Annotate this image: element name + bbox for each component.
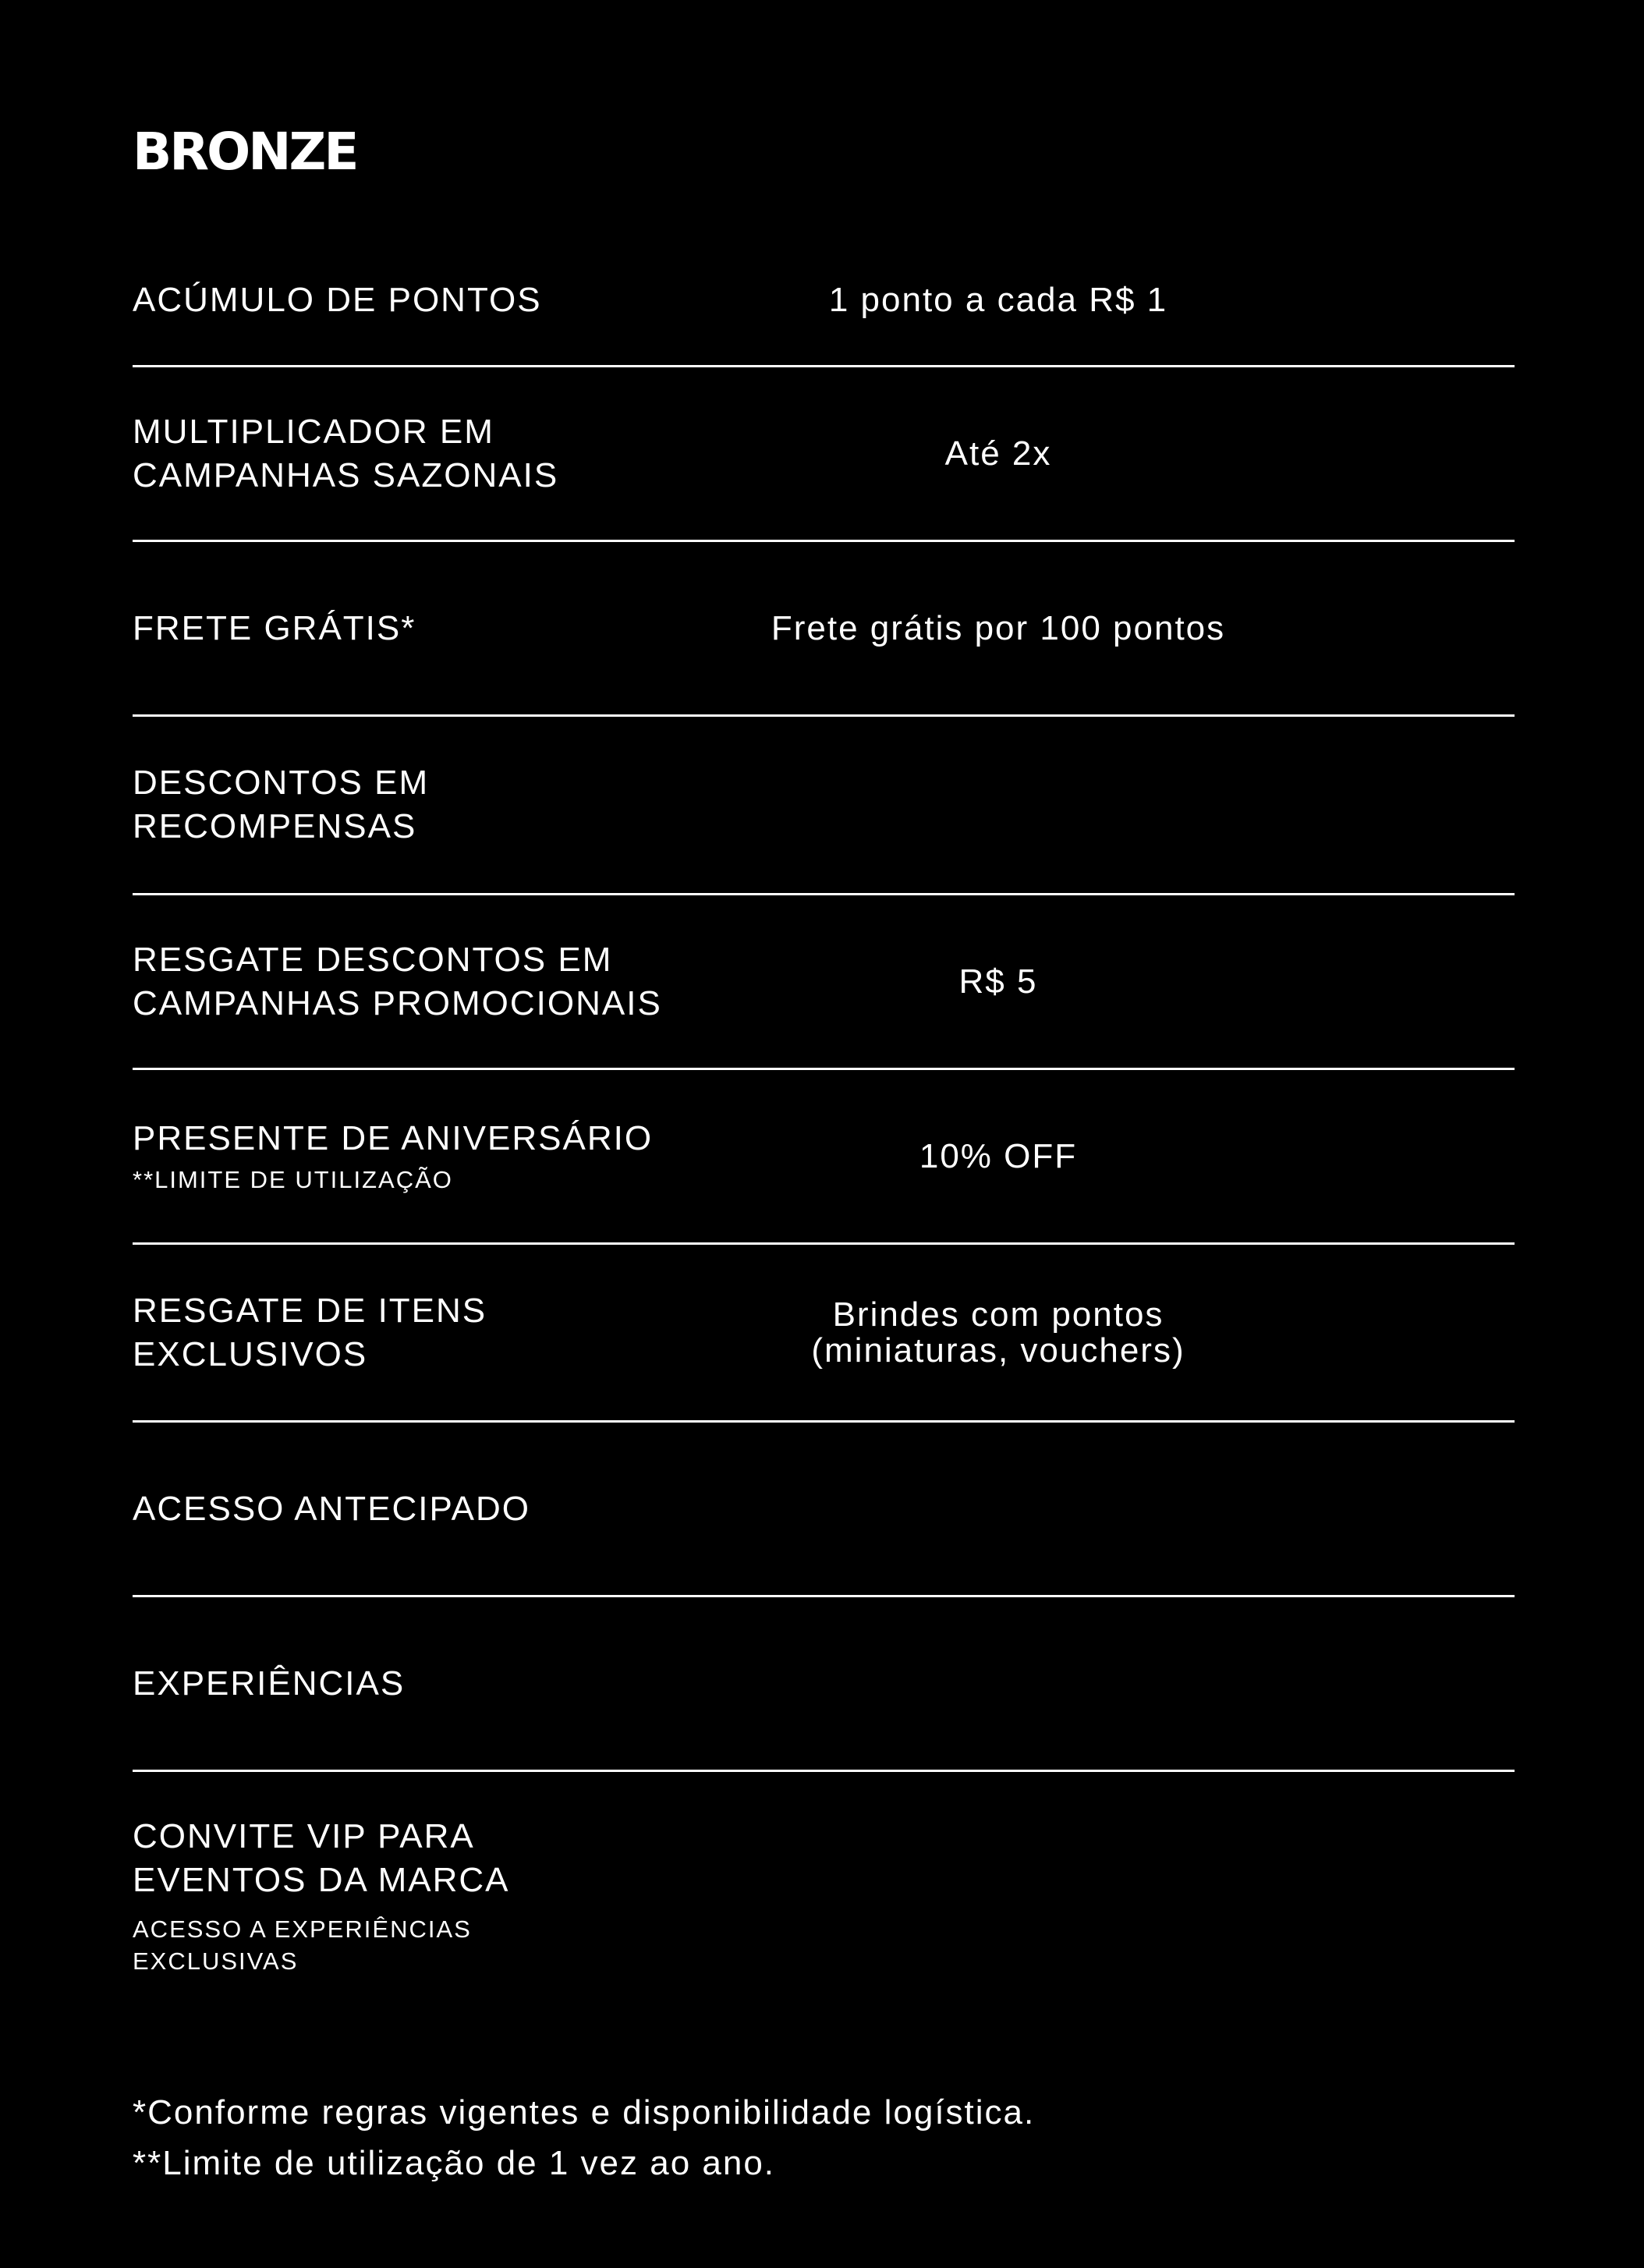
benefit-label: ACESSO ANTECIPADO xyxy=(133,1489,530,1528)
benefit-row-free-shipping xyxy=(133,542,1515,717)
benefit-value: 10% OFF xyxy=(919,1136,1078,1175)
benefit-row-birthday-gift xyxy=(133,1070,1515,1245)
benefit-row-exclusive-items xyxy=(133,1245,1515,1423)
benefit-row-promo-redemption xyxy=(133,895,1515,1070)
benefit-row-points-accrual xyxy=(133,242,1515,367)
benefits-table xyxy=(133,242,1515,1977)
benefit-label-cell xyxy=(133,938,710,1026)
footnotes xyxy=(133,2087,1515,2188)
benefit-value: Frete grátis por 100 pontos xyxy=(771,608,1226,647)
benefit-value: Brindes com pontos (miniaturas, vouchers) xyxy=(811,1295,1185,1370)
benefit-value: R$ 5 xyxy=(958,962,1038,1001)
footnote-usage-limit: **Limite de utilização de 1 vez ao ano. xyxy=(133,2144,776,2182)
benefit-label-cell xyxy=(133,1662,710,1706)
benefit-label: ACÚMULO DE PONTOS xyxy=(133,281,542,319)
tier-title: BRONZE xyxy=(133,122,357,182)
footnote-shipping: *Conforme regras vigentes e disponibilidade logística. xyxy=(133,2093,1036,2132)
benefit-label-cell xyxy=(133,761,710,849)
benefit-row-early-access xyxy=(133,1423,1515,1597)
benefit-label: DESCONTOS EM RECOMPENSAS xyxy=(133,764,430,845)
benefit-row-experiences xyxy=(133,1597,1515,1772)
benefit-label-cell xyxy=(133,1117,710,1196)
benefit-label: EXPERIÊNCIAS xyxy=(133,1664,406,1703)
benefit-label-cell xyxy=(133,410,710,498)
benefit-note: **LIMITE DE UTILIZAÇÃO xyxy=(133,1166,453,1193)
benefit-label: MULTIPLICADOR EM CAMPANHAS SAZONAIS xyxy=(133,412,559,494)
benefit-note: ACESSO A EXPERIÊNCIAS EXCLUSIVAS xyxy=(133,1915,472,1975)
benefit-label: RESGATE DE ITENS EXCLUSIVOS xyxy=(133,1291,487,1373)
benefit-label: RESGATE DESCONTOS EM CAMPANHAS PROMOCIONAIS xyxy=(133,940,662,1022)
benefit-label-cell xyxy=(133,1487,710,1531)
benefit-value: 1 ponto a cada R$ 1 xyxy=(828,281,1168,319)
benefit-label-cell xyxy=(133,278,710,322)
benefit-row-vip-invite xyxy=(133,1772,1515,1977)
benefit-label: FRETE GRÁTIS* xyxy=(133,608,416,647)
benefit-label-cell xyxy=(133,1289,710,1377)
benefit-value: Até 2x xyxy=(944,434,1052,473)
benefit-label-cell xyxy=(133,1815,710,1977)
benefit-label-cell xyxy=(133,607,710,650)
benefit-row-reward-discounts xyxy=(133,717,1515,895)
benefit-row-seasonal-multiplier xyxy=(133,367,1515,542)
benefit-label: PRESENTE DE ANIVERSÁRIO xyxy=(133,1119,654,1157)
benefit-label: CONVITE VIP PARA EVENTOS DA MARCA xyxy=(133,1817,510,1899)
